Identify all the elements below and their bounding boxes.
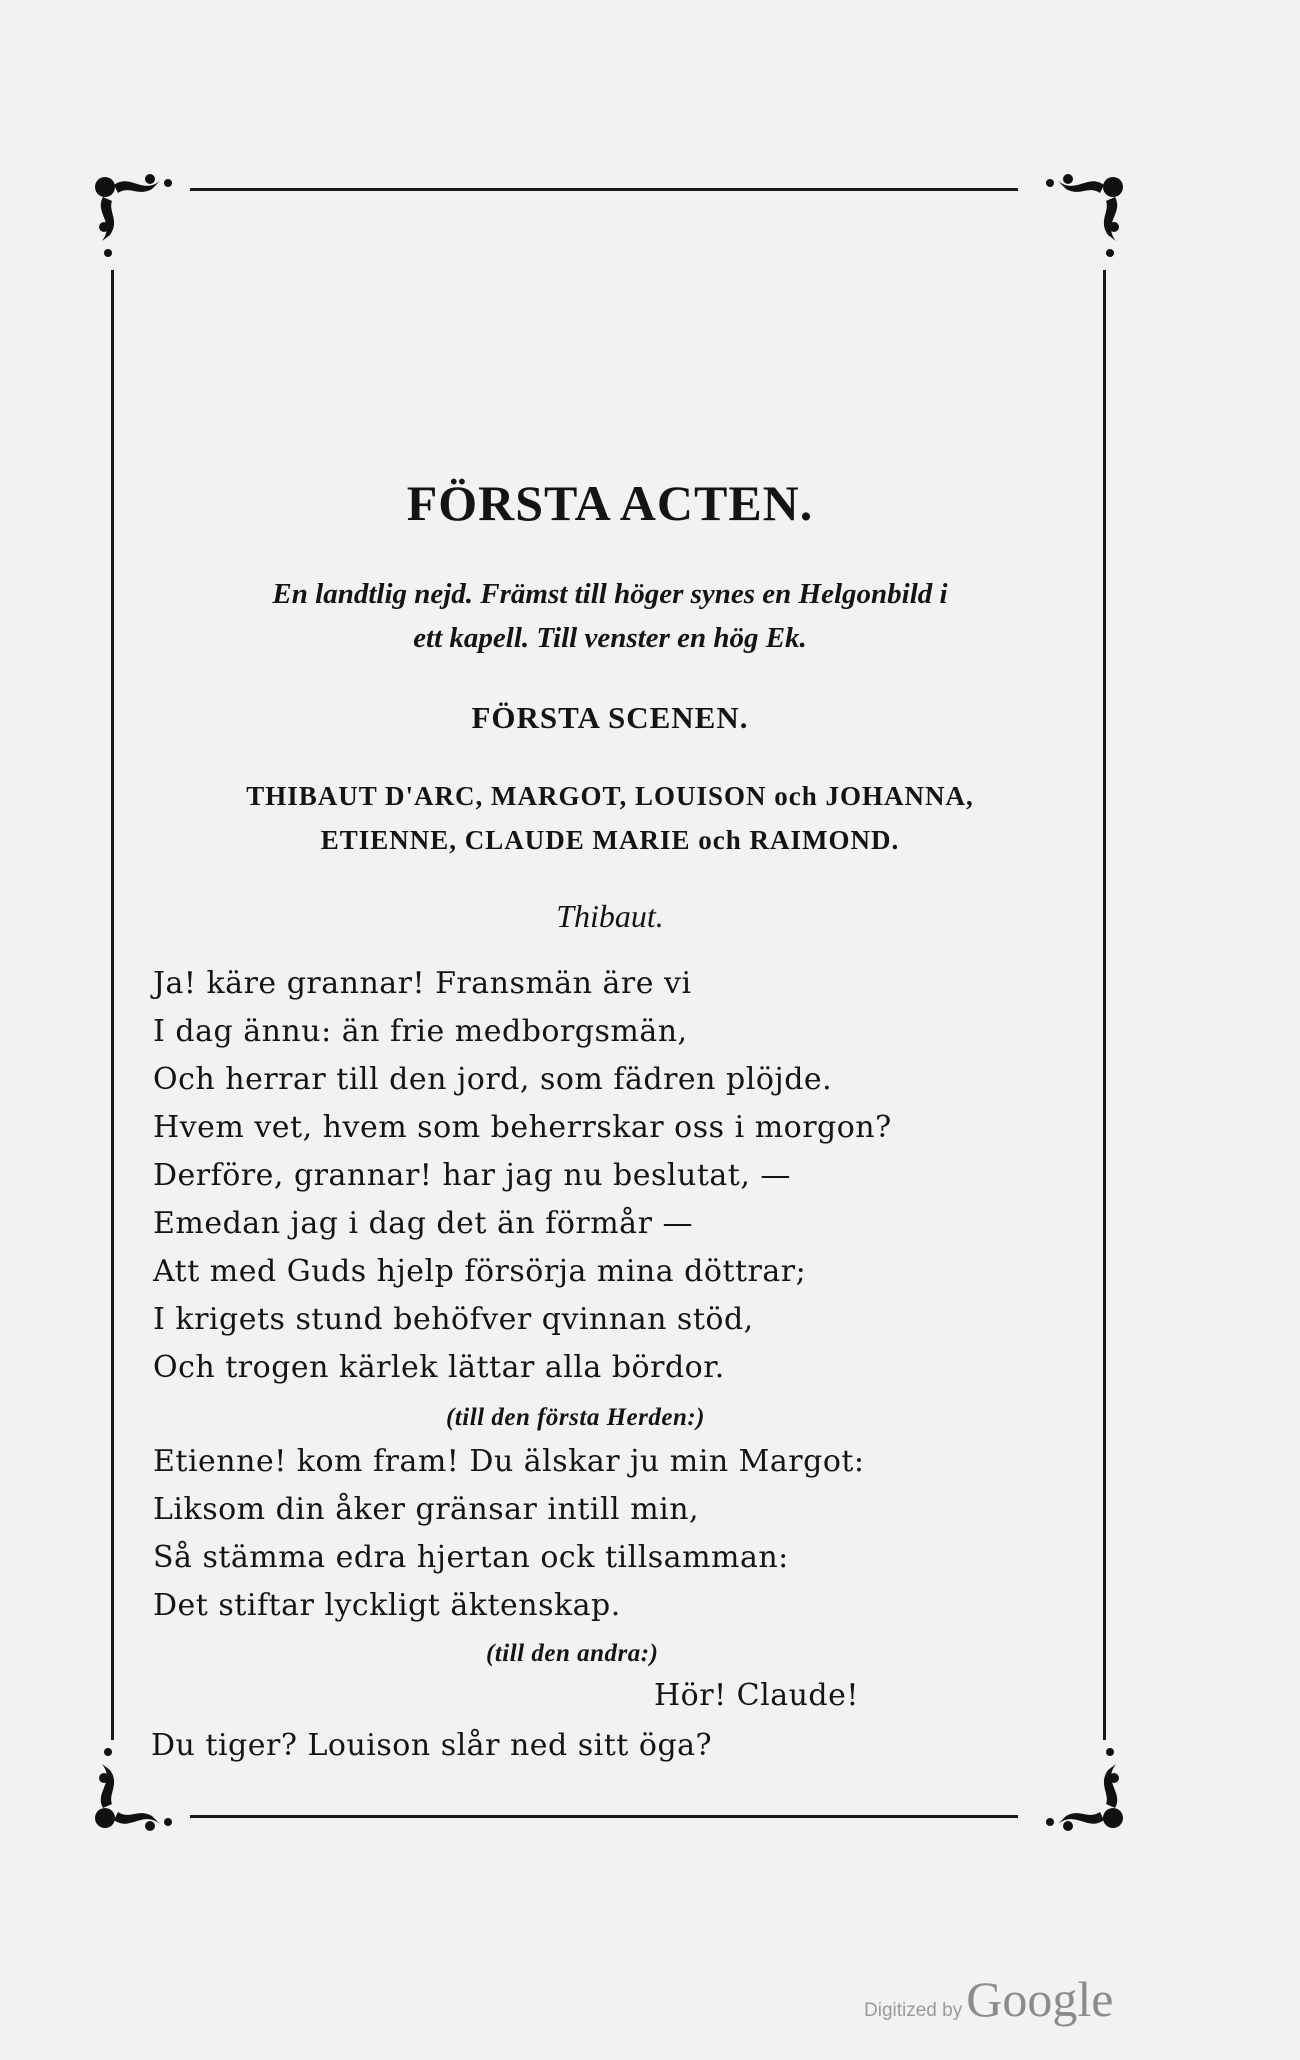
watermark-prefix: Digitized by [864,2000,963,2021]
frame-right-rule [1103,270,1106,1740]
scene-title: FÖRSTA SCENEN. [471,700,749,735]
verse-line: Att med Guds hjelp försörja mina döttrar; [153,1254,807,1289]
stage-direction-inline: (till den andra:) [486,1640,659,1667]
verse-line: I krigets stund behöfver qvinnan stöd, [153,1302,754,1337]
verse-line: Du tiger? Louison slår ned sitt öga? [151,1728,713,1763]
stage-direction-line: ett kapell. Till venster en hög Ek. [413,622,807,654]
verse-line: I dag ännu: än frie medborgsmän, [153,1014,688,1049]
frame-top-rule [190,188,1018,191]
verse-line: Och trogen kärlek lättar alla bördor. [153,1350,725,1385]
watermark-brand: Google [966,1971,1114,2027]
cast-line: THIBAUT D'ARC, MARGOT, LOUISON och JOHANNA, [246,781,974,811]
verse-line: Etienne! kom fram! Du älskar ju min Margot: [153,1444,865,1479]
stage-direction-line: En landtlig nejd. Främst till höger synes en Helgonbild i [272,578,948,610]
cast-line: ETIENNE, CLAUDE MARIE och RAIMOND. [320,825,900,855]
stage-direction [150,572,1070,660]
verse-line: Och herrar till den jord, som fädren plöjde. [153,1062,833,1097]
stage-direction-inline: (till den första Herden:) [446,1404,706,1431]
verse-line: Det stiftar lyckligt äktenskap. [153,1588,621,1623]
verse-line: Ja! käre grannar! Fransmän äre vi [153,966,692,1001]
act-title: FÖRSTA ACTEN. [406,475,814,531]
verse-line: Hör! Claude! [654,1678,859,1713]
digitized-watermark [864,1970,1113,2028]
corner-ornament-top-left [90,165,200,275]
corner-ornament-top-right [1018,165,1128,275]
verse-line: Liksom din åker gränsar intill min, [153,1492,700,1527]
speaker-name: Thibaut. [556,898,664,934]
cast-list [150,774,1070,862]
verse-line: Emedan jag i dag det än förmår — [153,1206,693,1241]
frame-bottom-rule [190,1815,1018,1818]
verse-line: Hvem vet, hvem som beherrskar oss i morgon? [153,1110,892,1145]
verse-line: Derföre, grannar! har jag nu beslutat, — [153,1158,791,1193]
verse-line: Så stämma edra hjertan ock tillsamman: [153,1540,789,1575]
frame-left-rule [111,270,114,1740]
